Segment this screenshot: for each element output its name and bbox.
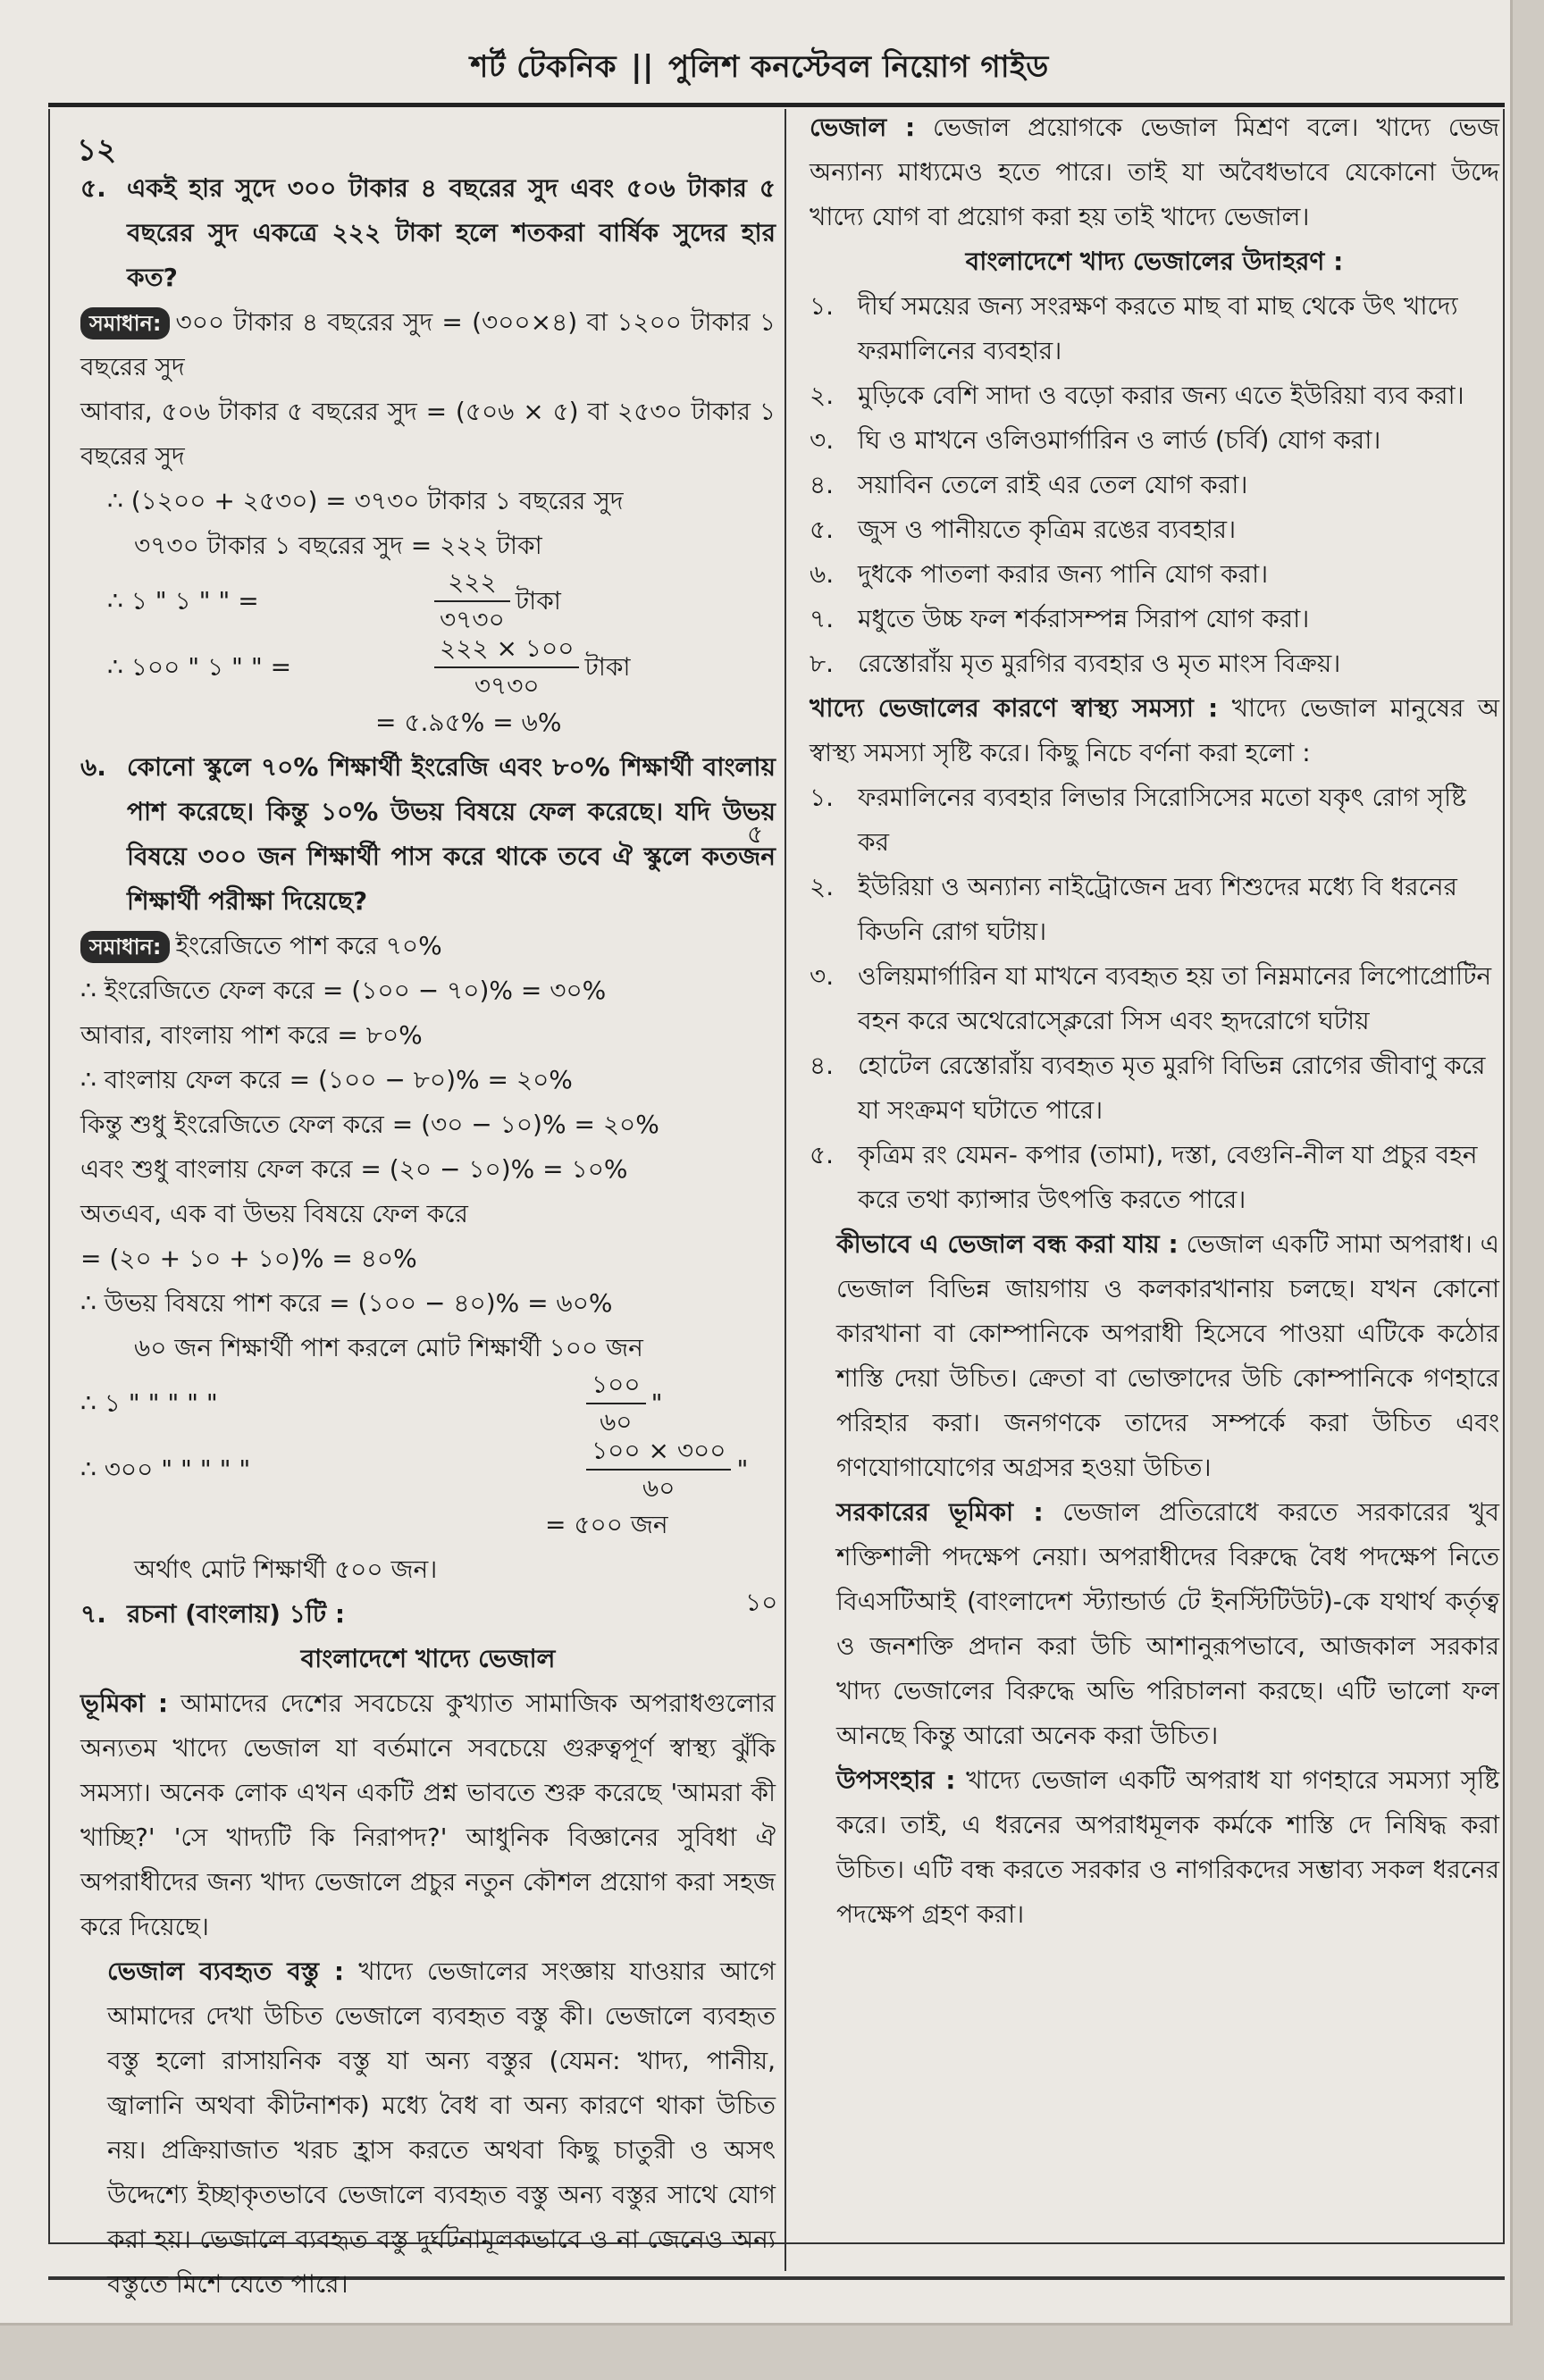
solution-line: অতএব, এক বা উভয় বিষয়ে ফেল করে bbox=[80, 1199, 468, 1228]
section-heading: বাংলাদেশে খাদ্য ভেজালের উদাহরণ : bbox=[965, 247, 1344, 276]
paragraph-label: ভেজাল : bbox=[810, 113, 916, 142]
denominator: ৩৭৩০ bbox=[440, 605, 505, 634]
solution-badge: সমাধান: bbox=[80, 931, 170, 963]
right-column bbox=[810, 105, 1499, 1937]
numerator: ২২২ bbox=[434, 565, 510, 602]
paragraph-label: ভূমিকা : bbox=[80, 1689, 169, 1718]
solution-line: ∴ বাংলায় ফেল করে = (১০০ − ৮০)% = ২০% bbox=[80, 1065, 573, 1094]
list-item: ৫. জুস ও পানীয়তে কৃত্রিম রঙের ব্যবহার। bbox=[810, 515, 1237, 544]
solution-line: আবার, ৫০৬ টাকার ৫ বছরের সুদ = (৫০৬ × ৫) বা ২৫৩০ টাকার ১ বছরের সুদ bbox=[80, 397, 776, 471]
list-item: ২. ইউরিয়া ও অন্যান্য নাইট্রোজেন দ্রব্য শিশুদের মধ্যে বি ধরনের কিডনি রোগ ঘটায়। bbox=[810, 872, 1457, 946]
left-column bbox=[80, 166, 776, 2307]
fraction-line bbox=[80, 1437, 776, 1503]
question-6 bbox=[80, 745, 776, 924]
denominator: ৩৭৩০ bbox=[474, 671, 540, 700]
fraction-line bbox=[80, 634, 776, 700]
list-item: ৬. দুধকে পাতলা করার জন্য পানি যোগ করা। bbox=[810, 559, 1269, 589]
solution-line: সমাধান: ৩০০ টাকার ৪ বছরের সুদ = (৩০০×৪) বা ১২০০ টাকার ১ বছরের সুদ bbox=[80, 307, 776, 381]
denominator: ৬০ bbox=[642, 1473, 676, 1503]
fraction-unit: টাকা bbox=[515, 586, 561, 616]
fraction-unit: টাকা bbox=[584, 652, 631, 682]
fraction bbox=[434, 631, 579, 704]
solution-line: ৩৭৩০ টাকার ১ বছরের সুদ = ২২২ টাকা bbox=[134, 531, 542, 560]
fraction-lhs: ∴ ১০০ " ১ " " = bbox=[107, 652, 292, 682]
fraction bbox=[586, 1367, 646, 1440]
list-item: ৭. মধুতে উচ্চ ফল শর্করাসম্পন্ন সিরাপ যোগ করা। bbox=[810, 604, 1310, 633]
question-number: ৫. bbox=[80, 173, 106, 203]
paragraph-label: খাদ্যে ভেজালের কারণে স্বাস্থ্য সমস্যা : bbox=[810, 693, 1219, 723]
result-line: = ৫.৯৫% = ৬% bbox=[375, 708, 562, 737]
solution-line: ∴ ইংরেজিতে ফেল করে = (১০০ − ৭০)% = ৩০% bbox=[80, 976, 607, 1005]
header-separator: || bbox=[631, 49, 654, 85]
list-item: ৫. কৃত্রিম রং যেমন- কপার (তামা), দস্তা, বেগুনি-নীল যা প্রচুর বহন করে তথা ক্যান্সার উৎপত্তি করতে পারে। bbox=[810, 1140, 1478, 1214]
list-item: ৩. ঘি ও মাখনে ওলিওমার্গারিন ও লার্ড (চর্বি) যোগ করা। bbox=[810, 425, 1381, 455]
solution-badge: সমাধান: bbox=[80, 307, 170, 339]
list-item: ৪. সয়াবিন তেলে রাই এর তেল যোগ করা। bbox=[810, 470, 1248, 499]
question-number: ৭. bbox=[80, 1599, 106, 1629]
essay-paragraph: ভেজাল : ভেজাল প্রয়োগকে ভেজাল মিশ্রণ বলে। খাদ্যে ভেজ অন্যান্য মাধ্যমেও হতে পারে। তাই যা অবৈধভাবে যেকোনো উদ্দে খাদ্যে যোগ বা প্রয়োগ করা হয় তাই খাদ্যে ভেজাল। bbox=[810, 113, 1499, 231]
page-number: ১২ bbox=[77, 132, 117, 168]
question-7 bbox=[80, 1592, 776, 1637]
numerator: ২২২ × ১০০ bbox=[434, 631, 579, 668]
fraction-line bbox=[80, 568, 776, 634]
numerator: ১০০ bbox=[586, 1367, 646, 1404]
result-line: = ৫০০ জন bbox=[545, 1510, 668, 1539]
fraction-lhs: ∴ ১ " " " " " bbox=[80, 1388, 218, 1418]
solution-line: = (২০ + ১০ + ১০)% = ৪০% bbox=[80, 1244, 417, 1273]
paragraph-label: উপসংহার : bbox=[836, 1765, 956, 1795]
paragraph-label: ভেজাল ব্যবহৃত বস্তু : bbox=[107, 1957, 345, 1986]
marks: ৫ bbox=[747, 819, 764, 849]
numerator: ১০০ × ৩০০ bbox=[586, 1433, 731, 1471]
question-text: কোনো স্কুলে ৭০% শিক্ষার্থী ইংরেজি এবং ৮০% শিক্ষার্থী বাংলায় পাশ করেছে। কিন্তু ১০% উভয় বিষয়ে ফেল করেছে। যদি উভয় বিষয়ে ৩০০ জন শিক্ষার্থী পাস করে থাকে তবে ঐ স্কুলে কতজন শিক্ষার্থী পরীক্ষা দিয়েছে? bbox=[127, 752, 776, 916]
header-left: শর্ট টেকনিক bbox=[470, 49, 617, 85]
list-item: ১. ফরমালিনের ব্যবহার লিভার সিরোসিসের মতো যকৃৎ রোগ সৃষ্টি কর bbox=[810, 783, 1466, 857]
running-header bbox=[18, 36, 1501, 98]
essay-paragraph: ভূমিকা : আমাদের দেশের সবচেয়ে কুখ্যাত সামাজিক অপরাধগুলোর অন্যতম খাদ্যে ভেজাল যা বর্তমানে সবচেয়ে গুরুত্বপূর্ণ স্বাস্থ্য ঝুঁকি সমস্যা। অনেক লোক এখন একটি প্রশ্ন ভাবতে শুরু করেছে 'আমরা কী খাচ্ছি?' 'সে খাদ্যটি কি নিরাপদ?' আধুনিক বিজ্ঞানের সুবিধা ঐ অপরাধীদের জন্য খাদ্য ভেজালে প্রচুর নতুন কৌশল প্রয়োগ করা সহজ করে দিয়েছে। bbox=[80, 1689, 776, 1941]
denominator: ৬০ bbox=[600, 1407, 633, 1437]
list-item: ১. দীর্ঘ সময়ের জন্য সংরক্ষণ করতে মাছ বা মাছ থেকে উৎ খাদ্যে ফরমালিনের ব্যবহার। bbox=[810, 291, 1458, 365]
solution-line: ৬০ জন শিক্ষার্থী পাশ করলে মোট শিক্ষার্থী ১০০ জন bbox=[134, 1333, 643, 1362]
column-divider bbox=[785, 109, 786, 2271]
solution-line: কিন্তু শুধু ইংরেজিতে ফেল করে = (৩০ − ১০)% = ২০% bbox=[80, 1110, 659, 1139]
list-item: ৩. ওলিয়মার্গারিন যা মাখনে ব্যবহৃত হয় তা নিম্নমানের লিপোপ্রোটিন বহন করে অথেরোস্ক্লেরো সিস এবং হৃদরোগে ঘটায় bbox=[810, 961, 1492, 1035]
fraction-line bbox=[80, 1370, 776, 1437]
fraction bbox=[586, 1433, 731, 1506]
fraction bbox=[434, 565, 510, 638]
fraction-unit: " bbox=[650, 1388, 663, 1418]
question-number: ৬. bbox=[80, 752, 106, 782]
essay-title: বাংলাদেশে খাদ্যে ভেজাল bbox=[300, 1644, 556, 1673]
header-right: পুলিশ কনস্টেবল নিয়োগ গাইড bbox=[667, 49, 1049, 85]
solution-line: আবার, বাংলায় পাশ করে = ৮০% bbox=[80, 1020, 423, 1050]
solution-line: ∴ (১২০০ + ২৫৩০) = ৩৭৩০ টাকার ১ বছরের সুদ bbox=[107, 486, 624, 515]
conclusion-line: অর্থাৎ মোট শিক্ষার্থী ৫০০ জন। bbox=[134, 1555, 438, 1584]
essay-paragraph: খাদ্যে ভেজালের কারণে স্বাস্থ্য সমস্যা : খাদ্যে ভেজাল মানুষের অ স্বাস্থ্য সমস্যা সৃষ্টি করে। কিছু নিচে বর্ণনা করা হলো : bbox=[810, 693, 1499, 767]
solution-line: সমাধান: ইংরেজিতে পাশ করে ৭০% bbox=[80, 924, 776, 968]
fraction-lhs: ∴ ৩০০ " " " " " bbox=[80, 1454, 251, 1484]
paragraph-label: সরকারের ভূমিকা : bbox=[836, 1497, 1044, 1527]
essay-paragraph: সরকারের ভূমিকা : ভেজাল প্রতিরোধে করতে সরকারের খুব শক্তিশালী পদক্ষেপ নেয়া। অপরাধীদের বিরুদ্ধে বৈধ পদক্ষেপ নিতে বিএসটিআই (বাংলাদেশ স্ট্যান্ডার্ড টে ইনস্টিটিউট)-কে যথার্থ কর্তৃত্ব ও জনশক্তি প্রদান করা উচি আশানুরূপভাবে, আজকাল সরকার খাদ্য ভেজালের বিরুদ্ধে অভি পরিচালনা করছে। এটি ভালো ফল আনছে কিন্তু আরো অনেক করা উচিত। bbox=[836, 1497, 1499, 1750]
essay-paragraph: উপসংহার : খাদ্যে ভেজাল একটি অপরাধ যা গণহারে সমস্যা সৃষ্টি করে। তাই, এ ধরনের অপরাধমূলক কর্মকে শাস্তি দে নিষিদ্ধ করা উচিত। এটি বন্ধ করতে সরকার ও নাগরিকদের সম্ভাব্য সকল ধরনের পদক্ষেপ গ্রহণ করা। bbox=[836, 1765, 1499, 1929]
question-text: একই হার সুদে ৩০০ টাকার ৪ বছরের সুদ এবং ৫০৬ টাকার ৫ বছরের সুদ একত্রে ২২২ টাকা হলে শতকরা বার্ষিক সুদের হার কত? bbox=[127, 173, 776, 292]
list-item: ৪. হোটেল রেস্তোরাঁয় ব্যবহৃত মৃত মুরগি বিভিন্ন রোগের জীবাণু করে যা সংক্রমণ ঘটাতে পারে। bbox=[810, 1051, 1486, 1125]
list-item: ৮. রেস্তোরাঁয় মৃত মুরগির ব্যবহার ও মৃত মাংস বিক্রয়। bbox=[810, 649, 1341, 678]
fraction-unit: " bbox=[736, 1454, 749, 1484]
list-item: ২. মুড়িকে বেশি সাদা ও বড়ো করার জন্য এতে ইউরিয়া ব্যব করা। bbox=[810, 381, 1464, 410]
question-text: রচনা (বাংলায়) ১টি : bbox=[127, 1599, 346, 1629]
marks: ১০ bbox=[745, 1588, 778, 1617]
fraction-lhs: ∴ ১ " ১ " " = bbox=[107, 586, 259, 616]
paragraph-label: কীভাবে এ ভেজাল বন্ধ করা যায় : bbox=[836, 1229, 1179, 1259]
solution-line: ∴ উভয় বিষয়ে পাশ করে = (১০০ − ৪০)% = ৬০% bbox=[80, 1288, 613, 1318]
question-5 bbox=[80, 166, 776, 300]
essay-paragraph: কীভাবে এ ভেজাল বন্ধ করা যায় : ভেজাল একটি সামা অপরাধ। এ ভেজাল বিভিন্ন জায়গায় ও কলকারখানায় চলছে। যখন কোনো কারখানা বা কোম্পানিকে অপরাধী হিসেবে পাওয়া এটিকে কঠোর শাস্তি দেয়া উচিত। ক্রেতা বা ভোক্তাদের উচি কোম্পানিকে গণহারে পরিহার করা। জনগণকে তাদের সম্পর্কে করা উচিত এবং গণযোগাযোগের অগ্রসর হওয়া উচিত। bbox=[836, 1229, 1499, 1482]
solution-line: এবং শুধু বাংলায় ফেল করে = (২০ − ১০)% = ১০% bbox=[80, 1154, 628, 1184]
essay-paragraph: ভেজাল ব্যবহৃত বস্তু : খাদ্যে ভেজালের সংজ্ঞায় যাওয়ার আগে আমাদের দেখা উচিত ভেজালে ব্যবহৃত বস্তু কী। ভেজালে ব্যবহৃত বস্তু হলো রাসায়নিক বস্তু যা অন্য বস্তুর (যেমন: খাদ্য, পানীয়, জ্বালানি অথবা কীটনাশক) মধ্যে বৈধ বা অন্য কারণে থাকা উচিত নয়। প্রক্রিয়াজাত খরচ হ্রাস করতে অথবা কিছু চাতুরী ও অসৎ উদ্দেশ্যে ইচ্ছাকৃতভাবে ভেজালে ব্যবহৃত বস্তু অন্য বস্তুর সাথে যোগ করা হয়। ভেজালে ব্যবহৃত বস্তু দুর্ঘটনামূলকভাবে ও না জেনেও অন্য বস্তুতে মিশে যেতে পারে। bbox=[107, 1957, 776, 2299]
